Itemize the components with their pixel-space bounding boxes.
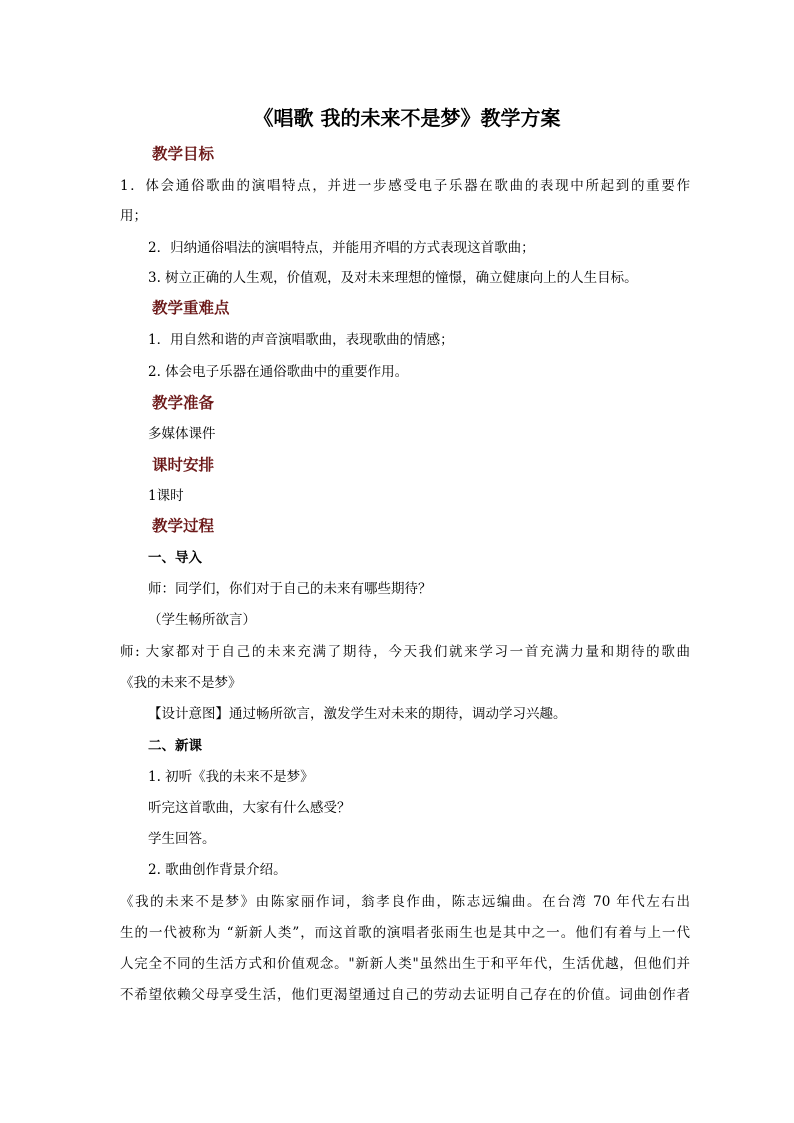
heading-objectives: 教学目标 — [152, 144, 215, 163]
heading-preparation: 教学准备 — [152, 393, 215, 412]
process-paragraph-line: 人完全不同的生活方式和价值观念。"新新人类"虽然出生于和平年代，生活优越，但他们并 — [120, 956, 690, 972]
document-title: 《唱歌 我的未来不是梦》教学方案 — [253, 106, 561, 130]
heading-key-points: 教学重难点 — [152, 298, 230, 317]
key-point-item-1: 1．用自然和谐的声音演唱歌曲，表现歌曲的情感； — [148, 332, 454, 348]
process-line: （学生畅所欲言） — [148, 612, 256, 628]
process-paragraph-line: 《我的未来不是梦》由陈家丽作词，翁孝良作曲，陈志远编曲。在台湾 70 年代左右出 — [120, 894, 690, 910]
objective-item-1: 1．体会通俗歌曲的演唱特点，并进一步感受电子乐器在歌曲的表现中所起到的重要作 — [120, 178, 690, 194]
process-design-intent: 【设计意图】通过畅所欲言，激发学生对未来的期待，调动学习兴趣。 — [148, 706, 567, 722]
objective-item-1-continued: 用； — [120, 208, 147, 224]
process-line: 学生回答。 — [148, 831, 216, 847]
process-paragraph-line: 生的一代被称为 “新新人类”，而这首歌的演唱者张雨生也是其中之一。他们有着与上一代 — [120, 925, 690, 941]
heading-process: 教学过程 — [152, 516, 215, 535]
process-paragraph-line: 不希望依赖父母享受生活，他们更渴望通过自己的劳动去证明自己存在的价值。词曲创作者 — [120, 987, 690, 1003]
preparation-text: 多媒体课件 — [148, 426, 216, 442]
objective-item-3: 3. 树立正确的人生观，价值观，及对未来理想的憧憬，确立健康向上的人生目标。 — [148, 270, 638, 286]
process-line: 听完这首歌曲，大家有什么感受？ — [148, 800, 351, 816]
process-line: 2. 歌曲创作背景介绍。 — [148, 862, 287, 878]
process-line: 师: 大家都对于自己的未来充满了期待，今天我们就来学习一首充满力量和期待的歌曲 — [120, 644, 690, 660]
schedule-text: 1课时 — [148, 488, 184, 504]
process-line: 《我的未来不是梦》 — [120, 675, 242, 691]
process-line: 1. 初听《我的未来不是梦》 — [148, 769, 314, 785]
process-subheading-intro: 一、导入 — [148, 550, 202, 566]
heading-schedule: 课时安排 — [152, 455, 215, 474]
process-subheading-new-lesson: 二、新课 — [148, 738, 202, 754]
key-point-item-2: 2. 体会电子乐器在通俗歌曲中的重要作用。 — [148, 364, 409, 380]
objective-item-2: 2．归纳通俗唱法的演唱特点，并能用齐唱的方式表现这首歌曲； — [148, 240, 535, 256]
process-line: 师：同学们，你们对于自己的未来有哪些期待？ — [148, 581, 432, 597]
